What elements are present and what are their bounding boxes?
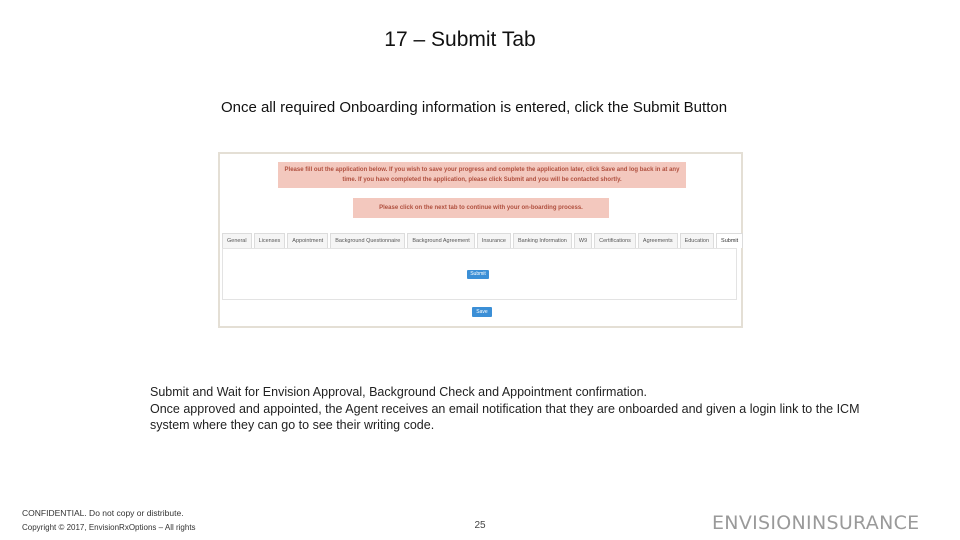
- submit-button[interactable]: Submit: [467, 270, 489, 279]
- company-logo: ENVISIONINSURANCE: [712, 512, 920, 534]
- tab-certifications[interactable]: Certifications: [594, 233, 636, 248]
- notice-banner-primary: Please fill out the application below. If you wish to save your progress and complete the application later, click Save and log back in at any time. If you have completed the application, please click Submit and you will be contacted shortly.: [278, 162, 686, 188]
- copyright-notice: Copyright © 2017, EnvisionRxOptions – All rights: [22, 523, 196, 532]
- description-line-2: Once approved and appointed, the Agent receives an email notification that they are onboarded and given a login link to the ICM system where they can go to see their writing code.: [150, 401, 860, 432]
- tab-submit[interactable]: Submit: [716, 233, 743, 248]
- tab-banking-information[interactable]: Banking Information: [513, 233, 572, 248]
- tab-general[interactable]: General: [222, 233, 252, 248]
- onboarding-tabs: [222, 233, 745, 248]
- confidential-notice: CONFIDENTIAL. Do not copy or distribute.: [22, 508, 184, 518]
- tab-licenses[interactable]: Licenses: [254, 233, 286, 248]
- tab-agreements[interactable]: Agreements: [638, 233, 678, 248]
- description-line-1: Submit and Wait for Envision Approval, Background Check and Appointment confirmation.: [150, 385, 648, 399]
- page-number: 25: [474, 520, 486, 531]
- tab-w9[interactable]: W9: [574, 233, 592, 248]
- tab-background-questionnaire[interactable]: Background Questionnaire: [330, 233, 405, 248]
- notice-banner-secondary: Please click on the next tab to continue with your on-boarding process.: [353, 198, 609, 218]
- save-button[interactable]: Save: [472, 307, 492, 317]
- description-text: [150, 384, 870, 434]
- onboarding-screenshot: [218, 152, 743, 328]
- tab-education[interactable]: Education: [680, 233, 714, 248]
- tab-insurance[interactable]: Insurance: [477, 233, 511, 248]
- tab-appointment[interactable]: Appointment: [287, 233, 328, 248]
- slide-title: 17 – Submit Tab: [384, 28, 536, 51]
- tab-background-agreement[interactable]: Background Agreement: [407, 233, 474, 248]
- slide-subtitle: Once all required Onboarding information is entered, click the Submit Button: [220, 99, 728, 116]
